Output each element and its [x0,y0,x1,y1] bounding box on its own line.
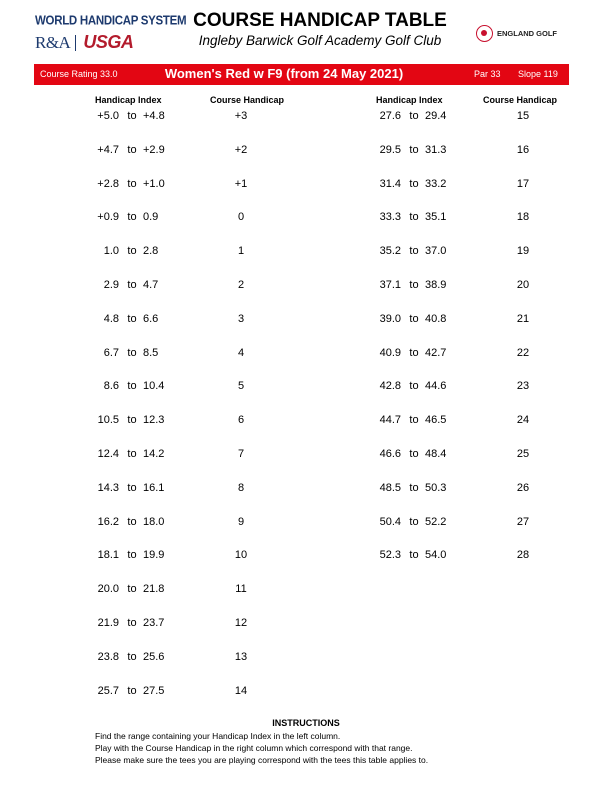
range-low: 52.3 [379,549,401,561]
course-handicap-value: 13 [234,651,248,663]
handicap-range-right [375,549,460,563]
range-high: 50.3 [425,482,447,494]
range-to-word: to [409,448,419,460]
handicap-range-left [93,651,178,665]
range-to-word: to [127,279,137,291]
tee-banner [34,64,569,85]
handicap-range-left [93,313,178,327]
range-to-word: to [409,549,419,561]
range-high: 10.4 [143,380,165,392]
range-to-word: to [127,110,137,122]
range-to-word: to [409,245,419,257]
page-title: COURSE HANDICAP TABLE [193,10,447,31]
course-handicap-value: +3 [234,110,248,122]
range-high: 40.8 [425,313,447,325]
course-handicap-value: 15 [516,110,530,122]
course-handicap-value: 8 [237,482,245,494]
range-high: 29.4 [425,110,447,122]
range-high: +1.0 [143,178,165,190]
usga-logo-text: USGA [83,32,134,52]
range-low: 18.1 [97,549,119,561]
course-handicap-value: 0 [237,211,245,223]
course-rating: Course Rating 33.0 [40,69,118,79]
range-low: 10.5 [97,414,119,426]
range-to-word: to [409,211,419,223]
handicap-range-right [375,178,460,192]
handicap-range-left [93,414,178,428]
range-low: 40.9 [379,347,401,359]
range-low: 39.0 [379,313,401,325]
tee-name: Women's Red w F9 (from 24 May 2021) [164,66,404,81]
range-high: 46.5 [425,414,447,426]
instruction-line: Please make sure the tees you are playing correspond with the tees this table applies to. [95,755,429,765]
range-low: 23.8 [97,651,119,663]
range-to-word: to [127,414,137,426]
range-high: 27.5 [143,685,165,697]
course-handicap-value: 10 [234,549,248,561]
range-to-word: to [127,178,137,190]
handicap-range-left [93,380,178,394]
range-to-word: to [127,347,137,359]
course-handicap-value: 12 [234,617,248,629]
handicap-range-right [375,313,460,327]
handicap-range-right [375,347,460,361]
range-low: 29.5 [379,144,401,156]
course-handicap-value: +1 [234,178,248,190]
range-to-word: to [409,279,419,291]
range-low: +2.8 [97,178,119,190]
handicap-range-right [375,414,460,428]
handicap-range-left [93,279,178,293]
range-high: 18.0 [143,516,165,528]
range-low: +4.7 [97,144,119,156]
range-low: 31.4 [379,178,401,190]
handicap-range-left [93,347,178,361]
range-to-word: to [409,347,419,359]
handicap-range-right [375,482,460,496]
range-low: 2.9 [103,279,119,291]
range-to-word: to [409,313,419,325]
par-value: Par 33 [474,69,501,79]
range-to-word: to [127,313,137,325]
course-handicap-value: 16 [516,144,530,156]
course-handicap-value: 27 [516,516,530,528]
range-to-word: to [409,414,419,426]
range-high: 33.2 [425,178,447,190]
handicap-range-right [375,211,460,225]
rose-icon [476,25,493,42]
range-high: +2.9 [143,144,165,156]
range-low: 46.6 [379,448,401,460]
course-handicap-value: 26 [516,482,530,494]
logo-divider [75,35,76,51]
course-handicap-value: 11 [235,583,247,595]
range-low: 16.2 [97,516,119,528]
range-high: 37.0 [425,245,447,257]
course-handicap-value: 7 [237,448,245,460]
course-handicap-value: 5 [237,380,245,392]
range-low: 42.8 [379,380,401,392]
range-high: 6.6 [143,313,159,325]
course-handicap-value: 6 [237,414,245,426]
range-low: 33.3 [379,211,401,223]
range-high: 38.9 [425,279,447,291]
course-handicap-value: 17 [516,178,530,190]
range-low: 12.4 [97,448,119,460]
range-high: 35.1 [425,211,447,223]
range-low: 1.0 [103,245,119,257]
range-high: 25.6 [143,651,165,663]
course-handicap-value: 3 [237,313,245,325]
course-handicap-value: 2 [237,279,245,291]
range-high: 23.7 [143,617,165,629]
handicap-range-left [93,245,178,259]
range-to-word: to [127,685,137,697]
whs-logo [35,14,187,53]
handicap-range-right [375,516,460,530]
handicap-range-left [93,448,178,462]
range-high: 4.7 [143,279,159,291]
england-golf-logo [476,25,557,42]
range-low: 50.4 [379,516,401,528]
ra-logo-text: R&A [35,32,71,52]
range-low: +0.9 [97,211,119,223]
range-low: 48.5 [379,482,401,494]
course-handicap-value: 28 [516,549,530,561]
range-low: 44.7 [379,414,401,426]
range-high: 19.9 [143,549,165,561]
course-handicap-value: 24 [516,414,530,426]
column-header-course-handicap-right: Course Handicap [483,95,558,105]
handicap-range-left [93,516,178,530]
course-handicap-value: 22 [516,347,530,359]
range-to-word: to [409,110,419,122]
handicap-range-right [375,245,460,259]
range-to-word: to [127,583,137,595]
range-to-word: to [127,211,137,223]
range-to-word: to [409,516,419,528]
range-to-word: to [127,516,137,528]
handicap-range-left [93,549,178,563]
course-handicap-value: 20 [516,279,530,291]
range-to-word: to [127,482,137,494]
range-to-word: to [127,549,137,561]
range-low: 27.6 [379,110,401,122]
range-to-word: to [127,651,137,663]
handicap-range-left [93,482,178,496]
range-to-word: to [127,448,137,460]
range-high: 52.2 [425,516,447,528]
club-name: Ingleby Barwick Golf Academy Golf Club [198,33,442,48]
handicap-range-right [375,110,460,124]
course-handicap-value: 1 [237,245,245,257]
range-low: 37.1 [379,279,401,291]
instructions-title: INSTRUCTIONS [272,718,340,728]
range-high: 31.3 [425,144,447,156]
range-low: 8.6 [103,380,119,392]
range-to-word: to [127,380,137,392]
range-to-word: to [409,482,419,494]
handicap-range-right [375,448,460,462]
whs-logo-text: WORLD HANDICAP SYSTEM [35,14,187,28]
course-handicap-value: 4 [237,347,245,359]
range-low: 25.7 [97,685,119,697]
range-high: 8.5 [143,347,159,359]
range-high: 48.4 [425,448,447,460]
column-header-handicap-index-left: Handicap Index [95,95,162,105]
handicap-range-left [93,211,178,225]
slope-value: Slope 119 [518,69,558,79]
range-to-word: to [127,245,137,257]
handicap-range-left [93,178,178,192]
range-to-word: to [409,144,419,156]
range-high: 16.1 [143,482,165,494]
handicap-range-left [93,144,178,158]
range-low: 35.2 [379,245,401,257]
handicap-range-left [93,617,178,631]
range-low: 20.0 [97,583,119,595]
column-header-handicap-index-right: Handicap Index [376,95,443,105]
page-header [0,0,612,60]
range-low: 14.3 [97,482,119,494]
range-low: 6.7 [103,347,119,359]
column-header-course-handicap-left: Course Handicap [210,95,285,105]
range-high: 0.9 [143,211,159,223]
course-handicap-value: 18 [516,211,530,223]
range-high: 44.6 [425,380,447,392]
handicap-range-left [93,685,178,699]
range-high: 2.8 [143,245,159,257]
range-to-word: to [127,144,137,156]
range-to-word: to [409,178,419,190]
range-high: 12.3 [143,414,165,426]
range-low: 4.8 [103,313,119,325]
range-high: +4.8 [143,110,165,122]
course-handicap-value: 25 [516,448,530,460]
handicap-range-left [93,583,178,597]
handicap-range-left [93,110,178,124]
handicap-range-right [375,144,460,158]
handicap-range-right [375,279,460,293]
course-handicap-value: 23 [516,380,530,392]
handicap-range-right [375,380,460,394]
instruction-line: Play with the Course Handicap in the right column which correspond with that range. [95,743,413,753]
range-to-word: to [409,380,419,392]
range-high: 42.7 [425,347,447,359]
course-handicap-value: 21 [516,313,530,325]
range-high: 54.0 [425,549,447,561]
range-to-word: to [127,617,137,629]
range-high: 21.8 [143,583,165,595]
course-handicap-value: 9 [237,516,245,528]
course-handicap-value: 14 [234,685,248,697]
england-golf-text: ENGLAND GOLF [497,29,557,38]
range-low: 21.9 [97,617,119,629]
course-handicap-value: 19 [516,245,530,257]
range-high: 14.2 [143,448,165,460]
instruction-line: Find the range containing your Handicap Index in the left column. [95,731,341,741]
course-handicap-value: +2 [234,144,248,156]
range-low: +5.0 [97,110,119,122]
